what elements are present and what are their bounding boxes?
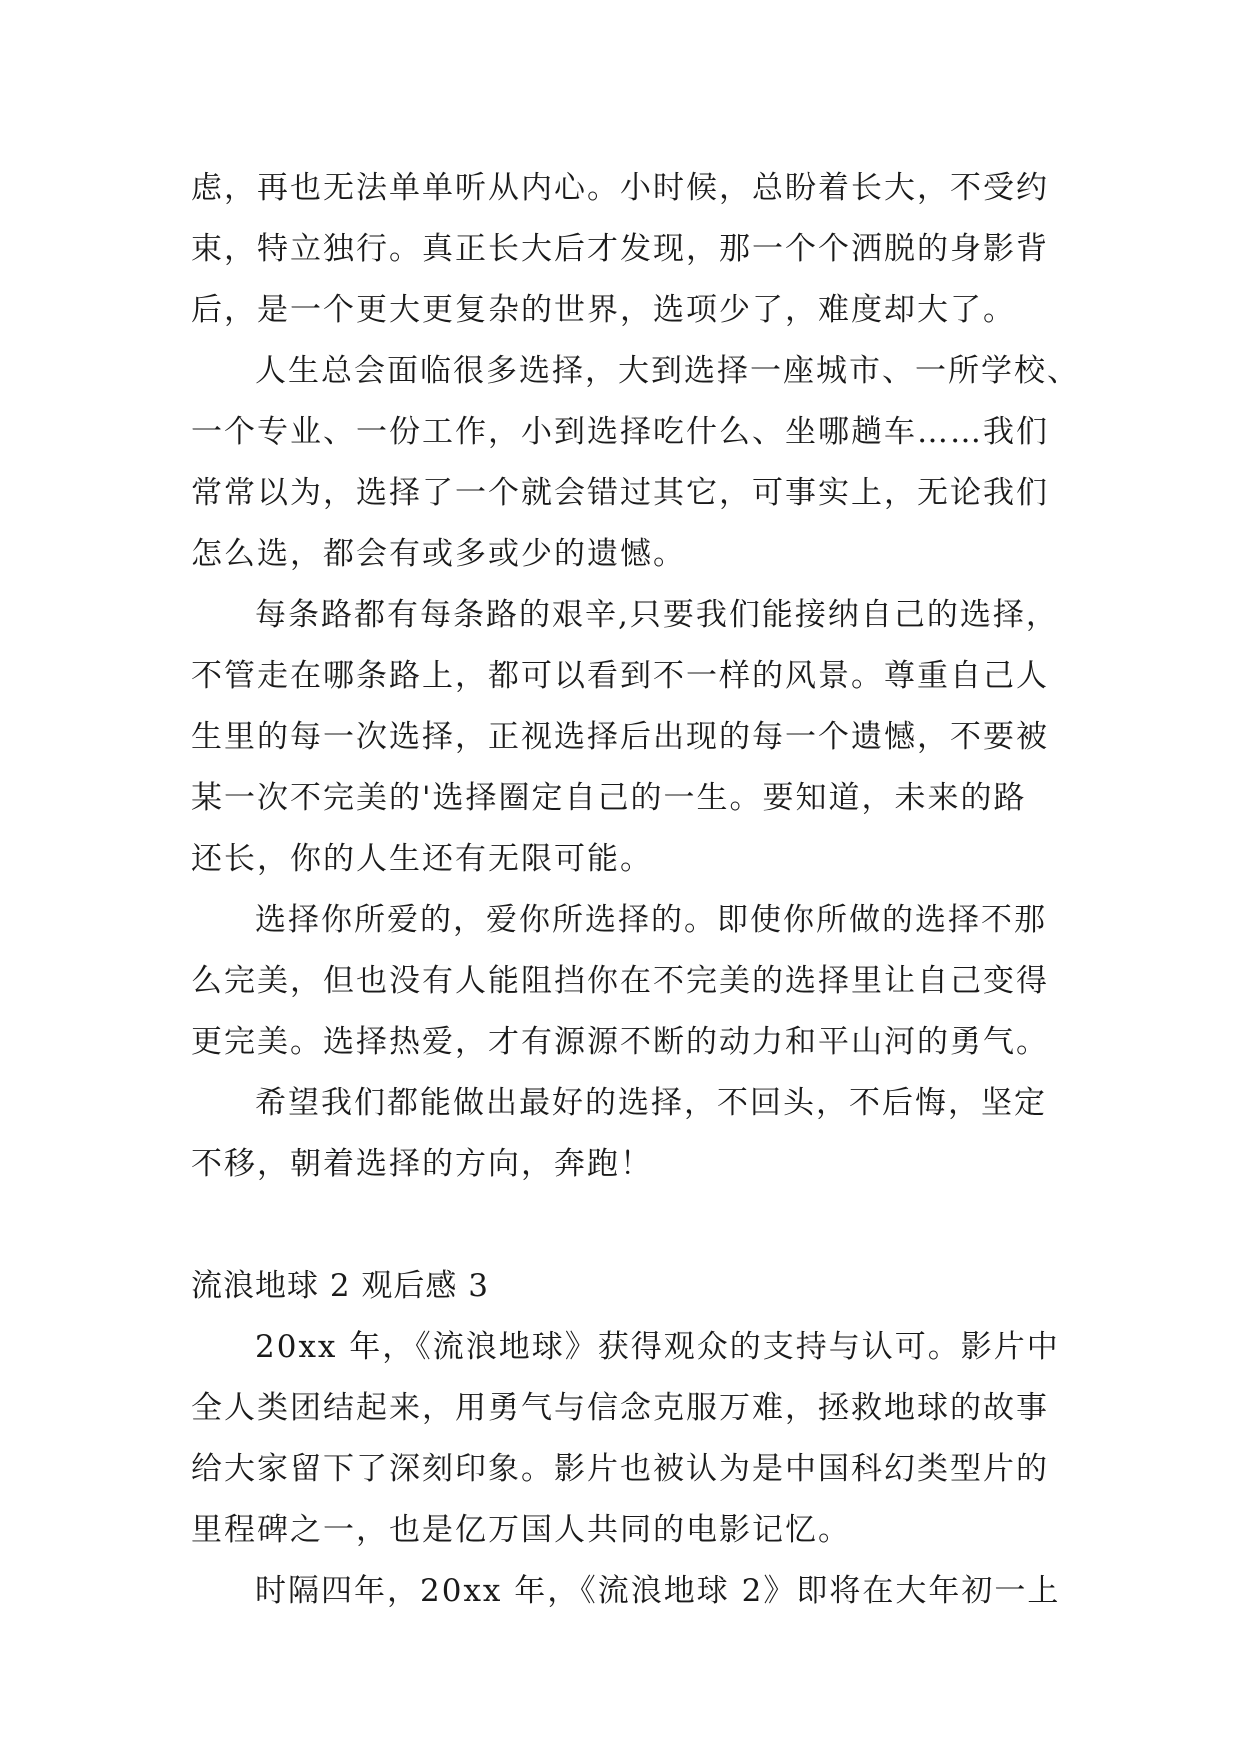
- text-line: 里程碑之一，也是亿万国人共同的电影记忆。: [191, 1512, 851, 1548]
- text-line: 还长，你的人生还有无限可能。: [191, 841, 653, 877]
- text-line: 时隔四年，20xx 年，《流浪地球 2》即将在大年初一上: [255, 1573, 1061, 1609]
- paragraph: [191, 341, 1080, 585]
- text-line: 束，特立独行。真正长大后才发现，那一个个洒脱的身影背: [191, 231, 1049, 267]
- text-line: 每条路都有每条路的艰辛,只要我们能接纳自己的选择，: [255, 597, 1059, 633]
- section-title: 流浪地球 2 观后感 3: [191, 1268, 490, 1304]
- paragraph: [191, 1561, 1059, 1622]
- text-line: 生里的每一次选择，正视选择后出现的每一个遗憾，不要被: [191, 719, 1049, 755]
- text-line: 全人类团结起来，用勇气与信念克服万难，拯救地球的故事: [191, 1390, 1049, 1426]
- text-line: 更完美。选择热爱，才有源源不断的动力和平山河的勇气。: [191, 1024, 1049, 1060]
- paragraph: [191, 890, 1059, 1073]
- text-line: 怎么选，都会有或多或少的遗憾。: [191, 536, 686, 572]
- paragraph: [191, 158, 1059, 341]
- text-line: 人生总会面临很多选择，大到选择一座城市、一所学校、: [255, 353, 1080, 389]
- text-line: 20xx 年，《流浪地球》获得观众的支持与认可。影片中: [255, 1329, 1060, 1365]
- text-line: 不移，朝着选择的方向，奔跑！: [191, 1146, 653, 1182]
- paragraph: [191, 1073, 1059, 1195]
- text-line: 给大家留下了深刻印象。影片也被认为是中国科幻类型片的: [191, 1451, 1049, 1487]
- text-line: 常常以为，选择了一个就会错过其它，可事实上，无论我们: [191, 475, 1049, 511]
- text-line: 么完美，但也没有人能阻挡你在不完美的选择里让自己变得: [191, 963, 1049, 999]
- paragraph: [191, 1317, 1059, 1561]
- text-line: 选择你所爱的，爱你所选择的。即使你所做的选择不那: [255, 902, 1047, 938]
- text-line: 虑，再也无法单单听从内心。小时候，总盼着长大，不受约: [191, 170, 1049, 206]
- text-line: 某一次不完美的'选择圈定自己的一生。要知道，未来的路: [191, 780, 1027, 816]
- text-line: 不管走在哪条路上，都可以看到不一样的风景。尊重自己人: [191, 658, 1049, 694]
- text-line: 一个专业、一份工作，小到选择吃什么、坐哪趟车……我们: [191, 414, 1049, 450]
- text-line: 后，是一个更大更复杂的世界，选项少了，难度却大了。: [191, 292, 1016, 328]
- text-line: 希望我们都能做出最好的选择，不回头，不后悔，坚定: [255, 1085, 1047, 1121]
- document-body: [191, 158, 1080, 1622]
- paragraph: [191, 585, 1059, 890]
